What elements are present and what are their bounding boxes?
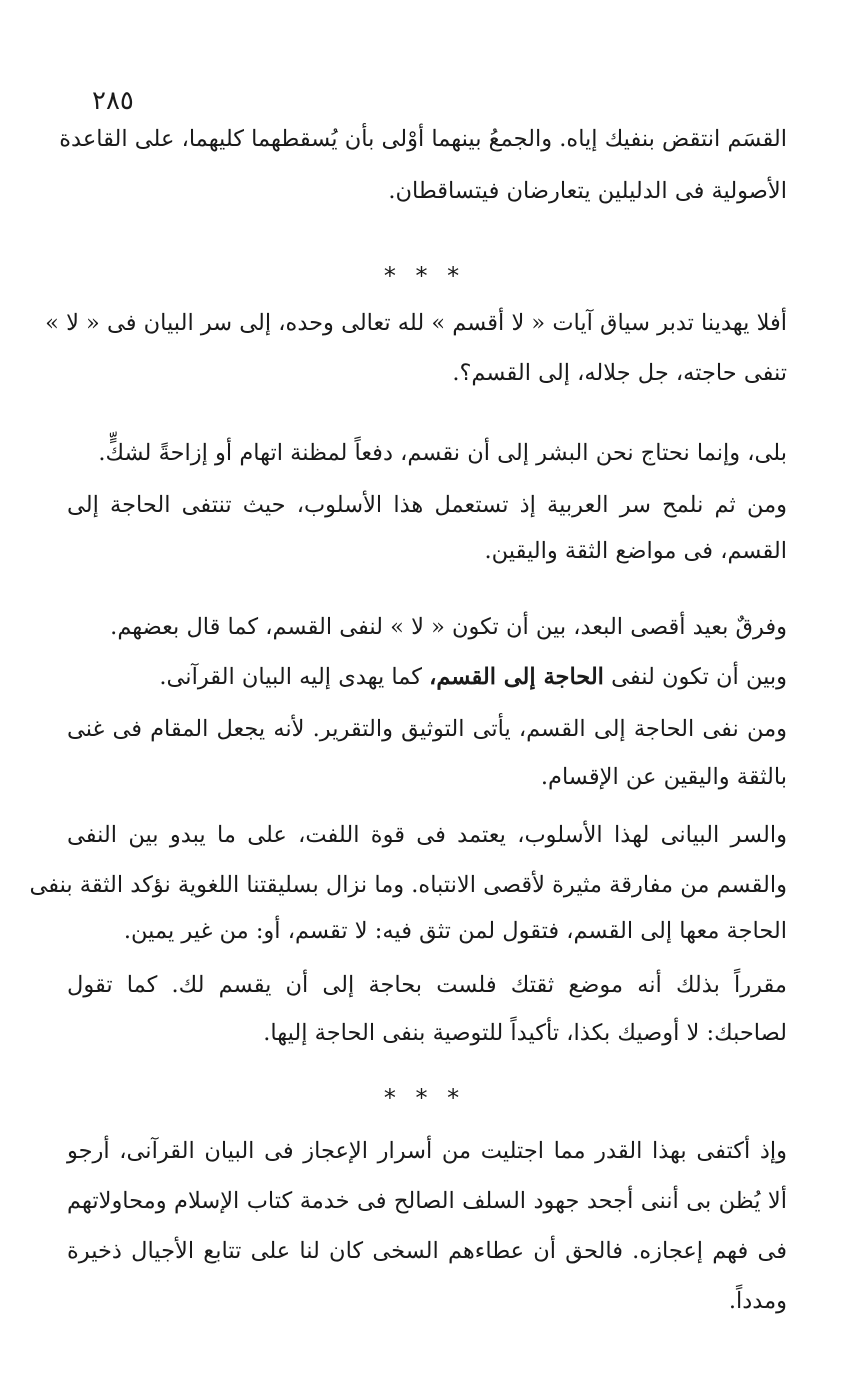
paragraph-4-line-2: [67, 666, 787, 689]
paragraph-5-line-2: والقسم من مفارقة مثيرة لأقصى الانتباه. وما نزال بسليقتنا اللغوية نؤكد الثقة بنفى: [29, 872, 787, 898]
paragraph-1-line-1: القسَم انتقض بنفيك إياه. والجمعُ بينهما أوْلى بأن يُسقطهما كليهما، على القاعدة: [59, 126, 787, 152]
paragraph-4-line-3: ومن نفى الحاجة إلى القسم، يأتى التوثيق والتقرير. لأنه يجعل المقام فى غنى: [67, 716, 787, 742]
paragraph-6-line-1: وإذ أكتفى بهذا القدر مما اجتليت من أسرار الإعجاز فى البيان القرآنى، أرجو: [67, 1138, 787, 1164]
paragraph-5-line-5: لصاحبك: لا أوصيك بكذا، تأكيداً للتوصية بنفى الحاجة إليها.: [263, 1020, 787, 1046]
paragraph-6-line-2: ألا يُظن بى أننى أجحد جهود السلف الصالح فى خدمة كتاب الإسلام ومحاولاتهم: [67, 1188, 787, 1214]
paragraph-5-line-1: والسر البيانى لهذا الأسلوب، يعتمد فى قوة اللفت، على ما يبدو بين النفى: [67, 822, 787, 848]
paragraph-3-line-1: بلى، وإنما نحتاج نحن البشر إلى أن نقسم، دفعاً لمظنة اتهام أو إزاحةً لشكٍّ.: [98, 440, 787, 466]
paragraph-5-line-3: الحاجة معها إلى القسم، فتقول لمن تثق فيه: لا تقسم، أو: من غير يمين.: [123, 918, 787, 944]
section-separator-2: * * *: [383, 1084, 466, 1112]
paragraph-4-line-1: وفرقٌ بعيد أقصى البعد، بين أن تكون « لا » لنفى القسم، كما قال بعضهم.: [110, 614, 787, 640]
paragraph-5-line-4: مقرراً بذلك أنه موضع ثقتك فلست بحاجة إلى أن يقسم لك. كما تقول: [67, 972, 787, 998]
paragraph-2-line-1: أفلا يهدينا تدبر سياق آيات « لا أقسم » لله تعالى وحده، إلى سر البيان فى « لا »: [45, 310, 787, 336]
section-separator-1: * * *: [383, 262, 466, 290]
paragraph-2-line-2: تنفى حاجته، جل جلاله، إلى القسم؟.: [452, 360, 787, 386]
paragraph-6-line-4: ومدداً.: [728, 1288, 787, 1314]
paragraph-6-line-3: فى فهم إعجازه. فالحق أن عطاءهم السخى كان لنا على تتابع الأجيال ذخيرة: [67, 1238, 787, 1264]
page-number: ٢٨٥: [92, 86, 134, 116]
paragraph-4-line-2-start: وبين أن تكون لنفى: [603, 664, 787, 690]
paragraph-4-bold-phrase: الحاجة إلى القسم،: [429, 664, 604, 690]
paragraph-3-line-3: القسم، فى مواضع الثقة واليقين.: [484, 538, 787, 564]
paragraph-3-line-2: ومن ثم نلمح سر العربية إذ تستعمل هذا الأسلوب، حيث تنتفى الحاجة إلى: [67, 492, 787, 518]
paragraph-4-line-4: بالثقة واليقين عن الإقسام.: [540, 764, 787, 790]
paragraph-1-line-2: الأصولية فى الدليلين يتعارضان فيتساقطان.: [388, 178, 787, 204]
paragraph-4-line-2-end: كما يهدى إليه البيان القرآنى.: [159, 664, 430, 690]
